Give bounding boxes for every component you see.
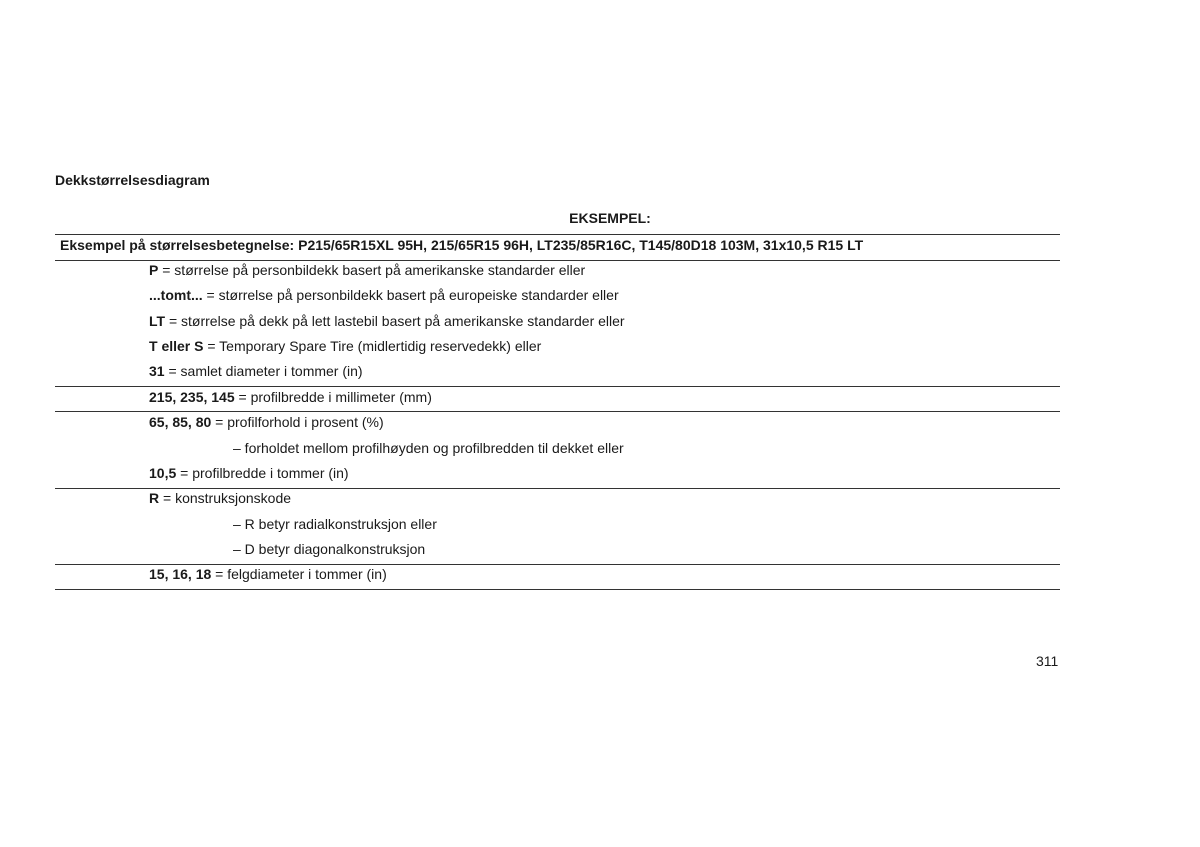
row-text: = Temporary Spare Tire (midlertidig reservedekk) eller [203, 338, 542, 354]
table-row [233, 440, 624, 456]
page-number: 311 [1036, 653, 1059, 669]
example-designation: Eksempel på størrelsesbetegnelse: P215/65R15XL 95H, 215/65R15 96H, LT235/85R16C, T145/80D18 103M, 31x10,5 R15 LT [60, 237, 864, 253]
row-term: 31 [149, 363, 165, 379]
row-term: 65, 85, 80 [149, 414, 212, 430]
section-heading: Dekkstørrelsesdiagram [55, 172, 210, 188]
row-text: = konstruksjonskode [159, 490, 292, 506]
table-rule [55, 260, 1060, 261]
row-text: = størrelse på personbildekk basert på amerikanske standarder eller [158, 262, 586, 278]
row-text: = profilforhold i prosent (%) [211, 414, 384, 430]
table-top-rule [55, 234, 1060, 235]
row-text: = felgdiameter i tommer (in) [211, 566, 387, 582]
row-term: 215, 235, 145 [149, 389, 235, 405]
row-text: = størrelse på dekk på lett lastebil basert på amerikanske standarder eller [165, 313, 625, 329]
row-text: = profilbredde i tommer (in) [176, 465, 349, 481]
row-text: – D betyr diagonalkonstruksjon [233, 541, 426, 557]
table-rule [55, 411, 1060, 412]
row-text: = samlet diameter i tommer (in) [164, 363, 363, 379]
row-term: T eller S [149, 338, 204, 354]
table-row [149, 465, 349, 481]
row-term: R [149, 490, 160, 506]
table-row [149, 414, 384, 430]
row-term: P [149, 262, 159, 278]
table-row [233, 516, 437, 532]
table-row [149, 262, 585, 278]
table-bottom-rule [55, 589, 1060, 590]
row-term: 10,5 [149, 465, 177, 481]
row-text: – R betyr radialkonstruksjon eller [233, 516, 437, 532]
row-text: – forholdet mellom profilhøyden og profilbredden til dekket eller [233, 440, 624, 456]
row-term: ...tomt... [149, 287, 203, 303]
table-row [149, 389, 432, 405]
row-term: 15, 16, 18 [149, 566, 212, 582]
table-rule [55, 386, 1060, 387]
table-row [233, 541, 425, 557]
table-row [149, 363, 363, 379]
table-rule [55, 564, 1060, 565]
table-row [149, 490, 291, 506]
table-row [149, 566, 387, 582]
row-text: = profilbredde i millimeter (mm) [234, 389, 432, 405]
example-title: EKSEMPEL: [569, 210, 651, 226]
table-row [149, 287, 619, 303]
table-row [149, 313, 625, 329]
row-term: LT [149, 313, 166, 329]
row-text: = størrelse på personbildekk basert på europeiske standarder eller [202, 287, 619, 303]
table-rule [55, 488, 1060, 489]
table-row [149, 338, 541, 354]
